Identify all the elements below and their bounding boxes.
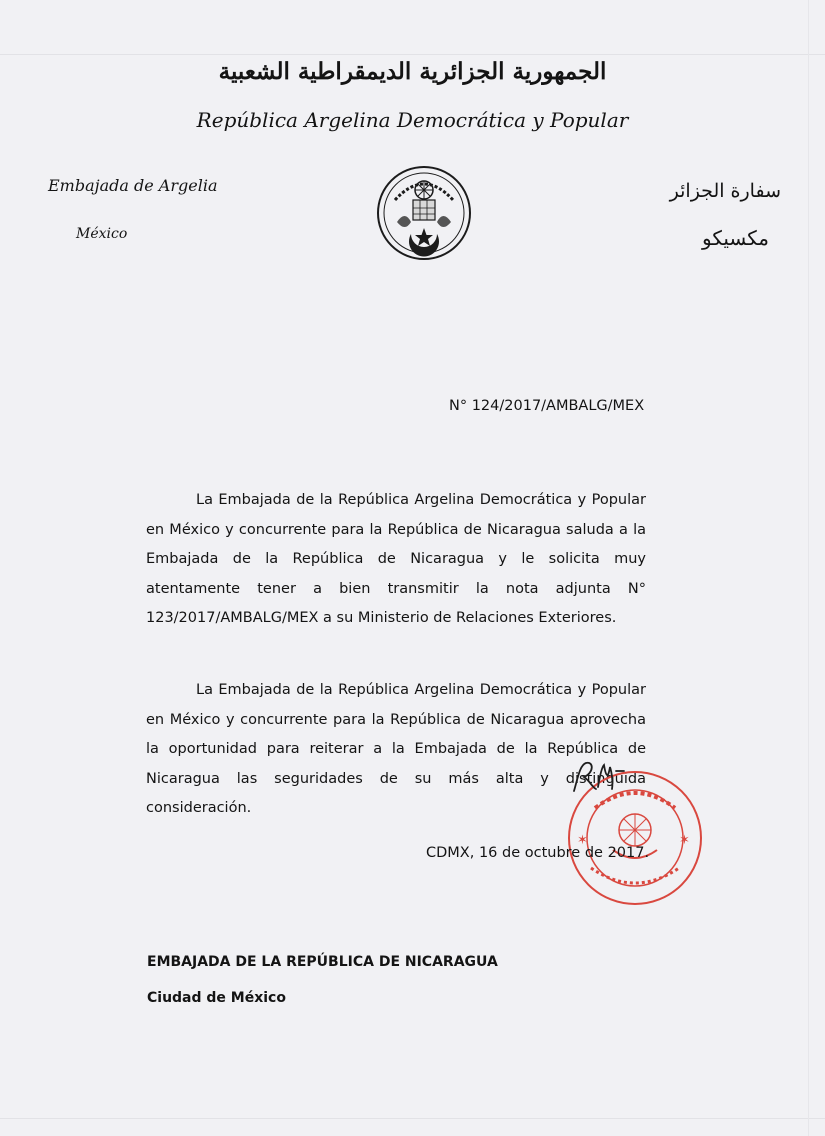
body-paragraph-1: La Embajada de la República Argelina Democrática y Popular en México y concurrente para la República de Nicaragua saluda a la Embajada de la República de Nicaragua y le solicita muy atentamente tener a bien transmitir la nota adjunta N° 123/2017/AMBALG/MEX a su Ministerio de Relaciones Exteriores. (146, 492, 646, 626)
svg-text:✶: ✶ (679, 833, 690, 848)
algeria-state-emblem-icon (375, 160, 473, 266)
embassy-city-arabic: مكسيكو (701, 226, 769, 250)
body-paragraph-2: La Embajada de la República Argelina Democrática y Popular en México y concurrente para la República de Nicaragua aprovecha la oportunidad para reiterar a la Embajada de la República de Nicaragua las seguridades de su más alta y distinguida consideración. (146, 682, 646, 816)
reference-number: N° 124/2017/AMBALG/MEX (449, 398, 645, 414)
arabic-republic-heading: الجمهورية الجزائرية الديمقراطية الشعبية (218, 58, 607, 85)
recipient-name: EMBAJADA DE LA REPÚBLICA DE NICARAGUA (147, 954, 498, 970)
embassy-name-arabic: سفارة الجزائر (669, 180, 781, 202)
page-right-edge (808, 0, 809, 1136)
svg-text:✶: ✶ (577, 833, 588, 848)
embassy-name-spanish: Embajada de Argelia (48, 176, 218, 195)
page-bottom-edge (0, 1118, 825, 1119)
recipient-city: Ciudad de México (147, 990, 286, 1006)
handwritten-initials (568, 757, 628, 795)
page-top-edge (0, 54, 825, 55)
place-and-date: CDMX, 16 de octubre de 2017. (426, 845, 650, 861)
spanish-republic-heading: República Argelina Democrática y Popular (196, 108, 629, 132)
embassy-city-spanish: México (76, 226, 128, 242)
